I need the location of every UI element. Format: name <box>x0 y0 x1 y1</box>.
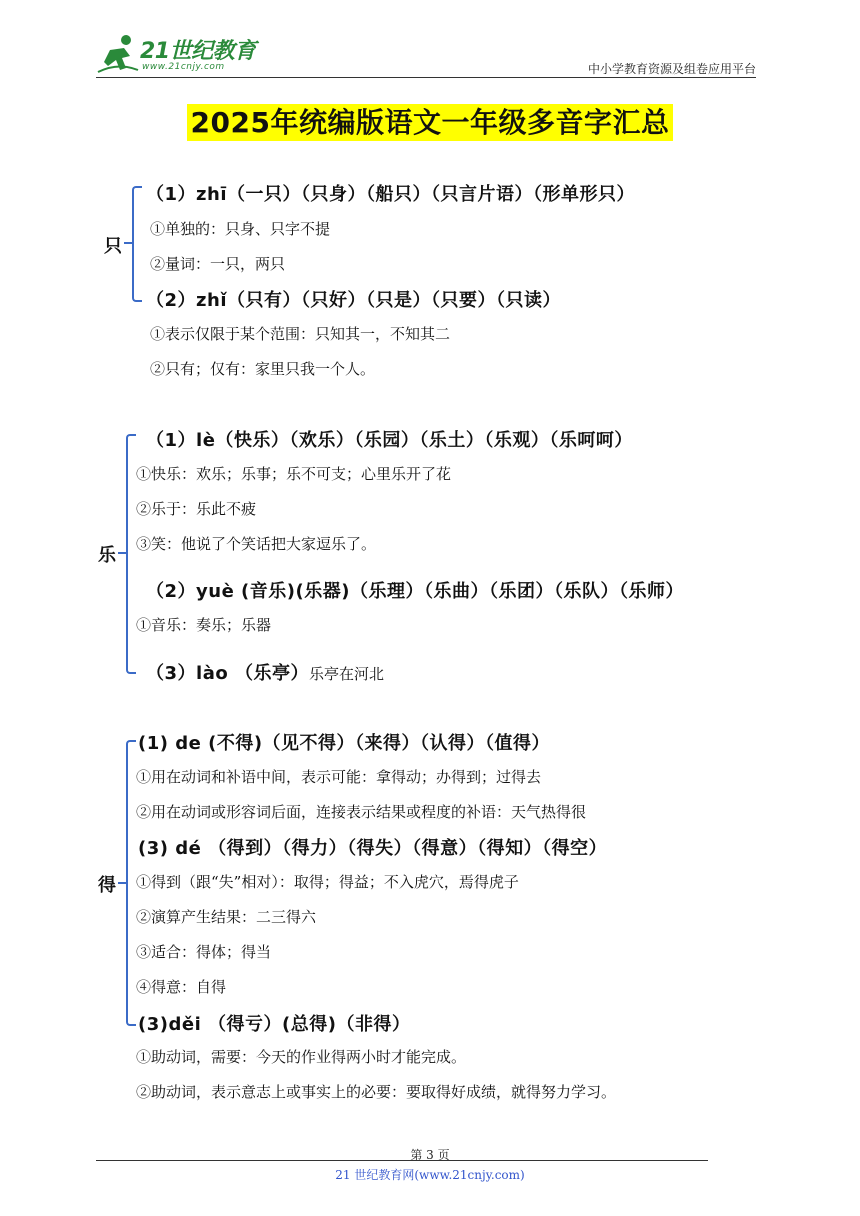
reading-heading: (3)děi （得亏）(总得)（非得） <box>138 1014 411 1035</box>
logo-url: www.21cnjy.com <box>142 62 225 72</box>
section-bracket <box>126 434 136 674</box>
bracket-tick <box>118 882 126 884</box>
meaning-item: ③适合：得体；得当 <box>136 943 272 961</box>
section-bracket <box>126 740 136 1026</box>
meaning-item: ②助动词，表示意志上或事实上的必要：要取得好成绩，就得努力学习。 <box>136 1083 617 1101</box>
reading-heading: （2）zhǐ（只有）（只好）（只是）（只要）（只读） <box>146 290 561 311</box>
section-bracket <box>132 186 142 302</box>
reading-heading <box>146 659 384 685</box>
meaning-item: ①助动词，需要：今天的作业得两小时才能完成。 <box>136 1048 467 1066</box>
meaning-item: ②乐于：乐此不疲 <box>136 500 257 518</box>
platform-name: 中小学教育资源及组卷应用平台 <box>587 62 756 76</box>
reading-heading: (1) de (不得)（见不得）（来得）（认得）（值得） <box>138 733 551 754</box>
meaning-item: ④得意：自得 <box>136 978 227 996</box>
footer-site-link[interactable]: 21 世纪教育网(www.21cnjy.com) <box>335 1168 525 1182</box>
runner-logo-icon <box>96 32 140 76</box>
reading-heading: （1）zhī（一只）（只身）（船只）（只言片语）（形单形只） <box>146 184 635 205</box>
meaning-item: ②量词：一只，两只 <box>150 255 286 273</box>
footer-divider <box>96 1160 708 1161</box>
meaning-item: ②用在动词或形容词后面，连接表示结果或程度的补语：天气热得很 <box>136 803 587 821</box>
bracket-tick <box>124 242 132 244</box>
meaning-item: ②只有；仅有：家里只我一个人。 <box>150 360 376 378</box>
page-title <box>0 101 860 141</box>
meaning-item: ②演算产生结果：二三得六 <box>136 908 317 926</box>
reading-heading: (3) dé （得到）（得力）（得失）（得意）（得知）（得空） <box>138 838 608 859</box>
meaning-item: ①音乐：奏乐；乐器 <box>136 616 272 634</box>
logo-text: 21世纪教育 <box>140 39 256 64</box>
meaning-item: ①得到（跟“失”相对）：取得；得益；不入虎穴，焉得虎子 <box>136 873 519 891</box>
bracket-tick <box>118 552 126 554</box>
meaning-item: ①快乐：欢乐；乐事；乐不可支；心里乐开了花 <box>136 465 452 483</box>
meaning-item: ①表示仅限于某个范围：只知其一，不知其二 <box>150 325 451 343</box>
section-char-le: 乐 <box>98 545 116 566</box>
page-title-text: 2025年统编版语文一年级多音字汇总 <box>187 104 674 141</box>
page-number: 第 3 页 <box>410 1148 450 1162</box>
site-logo <box>96 32 266 78</box>
meaning-item: ①用在动词和补语中间，表示可能：拿得动；办得到；过得去 <box>136 768 542 786</box>
meaning-item: ③笑：他说了个笑话把大家逗乐了。 <box>136 535 377 553</box>
section-char-zhi: 只 <box>104 236 122 257</box>
reading-heading-text: （3）lào （乐亭） <box>146 663 309 684</box>
reading-note: 乐亭在河北 <box>308 665 384 683</box>
section-char-de: 得 <box>98 875 116 896</box>
reading-heading: （2）yuè (音乐)(乐器)（乐理）（乐曲）（乐团）（乐队）（乐师） <box>146 581 684 602</box>
meaning-item: ①单独的：只身、只字不提 <box>150 220 331 238</box>
header-divider <box>96 77 756 78</box>
reading-heading: （1）lè（快乐）（欢乐）（乐园）（乐土）（乐观）（乐呵呵） <box>146 430 633 451</box>
